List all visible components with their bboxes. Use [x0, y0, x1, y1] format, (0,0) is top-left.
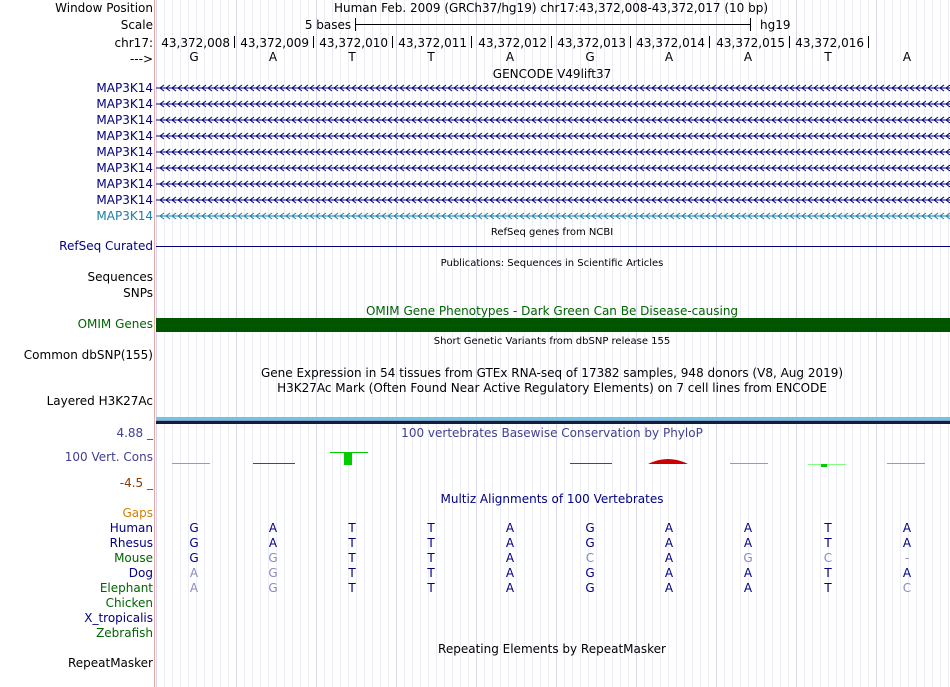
- species-label[interactable]: Chicken: [105, 596, 153, 610]
- repeatmasker-label[interactable]: RepeatMasker: [67, 656, 153, 670]
- alignment-base: A: [902, 566, 912, 580]
- gaps-label[interactable]: Gaps: [122, 506, 153, 520]
- alignment-base: A: [664, 521, 674, 535]
- alignment-base: T: [427, 521, 435, 535]
- ruler-coordinate: 43,372,014: [636, 36, 705, 50]
- alignment-base: T: [824, 536, 832, 550]
- alignment-base: T: [348, 581, 356, 595]
- alignment-base: T: [824, 521, 832, 535]
- alignment-base: G: [189, 551, 199, 565]
- gene-label-map3k14[interactable]: MAP3K14: [96, 129, 153, 143]
- scale-bar-right-cap: [750, 18, 751, 31]
- reference-base: A: [505, 50, 515, 64]
- scale-bar: [355, 24, 751, 25]
- gene-transcript-line[interactable]: [156, 195, 950, 205]
- gene-transcript-line[interactable]: [156, 163, 950, 173]
- scale-bar-text: 5 bases: [304, 18, 352, 32]
- alignment-base: T: [427, 536, 435, 550]
- ruler-tick: [709, 36, 710, 48]
- gene-label-map3k14[interactable]: MAP3K14: [96, 145, 153, 159]
- cons-max-label: 4.88 _: [116, 426, 153, 440]
- gencode-track-title: GENCODE V49lift37: [492, 67, 612, 81]
- phylop-bar-9-mark: [821, 464, 827, 467]
- alignment-base: C: [823, 551, 833, 565]
- gene-transcript-line[interactable]: [156, 115, 950, 125]
- reference-base: T: [348, 50, 356, 64]
- strand-label: --->: [129, 52, 153, 66]
- reference-base: A: [743, 50, 753, 64]
- scale-assembly-text: hg19: [760, 18, 791, 32]
- scale-bar-left-cap: [355, 18, 356, 31]
- phylop-bar-10: [887, 463, 925, 464]
- alignment-base: G: [189, 521, 199, 535]
- multiz-track-title: Multiz Alignments of 100 Vertebrates: [440, 492, 664, 506]
- alignment-base: A: [505, 581, 515, 595]
- gene-transcript-line[interactable]: [156, 99, 950, 109]
- omim-gene-bar[interactable]: [156, 318, 950, 332]
- gene-label-map3k14[interactable]: MAP3K14: [96, 97, 153, 111]
- alignment-base: G: [268, 566, 278, 580]
- species-label[interactable]: Rhesus: [109, 536, 153, 550]
- phylop-bar-8: [730, 463, 768, 464]
- dbsnp-label[interactable]: Common dbSNP(155): [23, 348, 153, 362]
- alignment-base: A: [505, 521, 515, 535]
- alignment-base: A: [268, 536, 278, 550]
- dbsnp-track-title: Short Genetic Variants from dbSNP release 155: [433, 336, 671, 347]
- h3k27ac-label[interactable]: Layered H3K27Ac: [46, 394, 153, 408]
- alignment-base: A: [505, 551, 515, 565]
- species-label[interactable]: Human: [109, 521, 153, 535]
- phylop-bar-6: [570, 463, 612, 464]
- alignment-base: T: [824, 566, 832, 580]
- species-label[interactable]: Zebrafish: [96, 626, 153, 640]
- alignment-base: A: [743, 521, 753, 535]
- alignment-base: G: [743, 551, 753, 565]
- alignment-base: A: [743, 566, 753, 580]
- sequences-label[interactable]: Sequences: [87, 270, 153, 284]
- refseq-label[interactable]: RefSeq Curated: [59, 239, 153, 253]
- phylop-bar-7: [648, 459, 688, 464]
- label-separator: [154, 0, 155, 687]
- reference-base: A: [902, 50, 912, 64]
- alignment-base: G: [585, 581, 595, 595]
- ruler-coordinate: 43,372,012: [478, 36, 547, 50]
- alignment-base: T: [348, 551, 356, 565]
- species-label[interactable]: Elephant: [99, 581, 153, 595]
- scale-label: Scale: [120, 18, 153, 32]
- alignment-base: G: [585, 566, 595, 580]
- refseq-gene-line[interactable]: [156, 246, 950, 247]
- reference-base: G: [189, 50, 199, 64]
- repeatmasker-track-title: Repeating Elements by RepeatMasker: [438, 642, 666, 656]
- alignment-base: T: [427, 566, 435, 580]
- ruler-tick: [471, 36, 472, 48]
- gene-transcript-line[interactable]: [156, 83, 950, 93]
- h3k27ac-track-title: H3K27Ac Mark (Often Found Near Active Regulatory Elements) on 7 cell lines from ENCODE: [277, 381, 827, 395]
- ruler-tick: [789, 36, 790, 48]
- reference-base: G: [585, 50, 595, 64]
- gtex-track-title: Gene Expression in 54 tissues from GTEx RNA-seq of 17382 samples, 948 donors (V8, Aug 2019): [260, 366, 844, 380]
- reference-base: T: [824, 50, 832, 64]
- ruler-coordinate: 43,372,013: [557, 36, 626, 50]
- alignment-base: A: [664, 566, 674, 580]
- alignment-base: A: [189, 566, 199, 580]
- window-position-label: Window Position: [55, 1, 153, 15]
- alignment-base: G: [189, 536, 199, 550]
- ruler-coordinate: 43,372,015: [716, 36, 785, 50]
- reference-base: A: [664, 50, 674, 64]
- gene-label-map3k14[interactable]: MAP3K14: [96, 209, 153, 223]
- phylop-bar-1: [172, 463, 210, 464]
- ruler-coordinate: 43,372,011: [398, 36, 467, 50]
- omim-label[interactable]: OMIM Genes: [77, 317, 153, 331]
- alignment-base: T: [427, 551, 435, 565]
- alignment-base: T: [824, 581, 832, 595]
- alignment-base: -: [904, 551, 910, 565]
- snps-label[interactable]: SNPs: [123, 286, 153, 300]
- ruler-tick: [234, 36, 235, 48]
- ruler-coordinate: 43,372,010: [319, 36, 388, 50]
- cons-min-label: -4.5 _: [119, 476, 153, 490]
- alignment-base: A: [505, 536, 515, 550]
- alignment-base: A: [902, 521, 912, 535]
- gene-label-map3k14[interactable]: MAP3K14: [96, 193, 153, 207]
- alignment-base: G: [268, 551, 278, 565]
- reference-base: A: [268, 50, 278, 64]
- species-label[interactable]: X_tropicalis: [84, 611, 153, 625]
- reference-base: T: [427, 50, 435, 64]
- phylop-bar-3-stem: [344, 452, 352, 465]
- chrom-label: chr17:: [114, 36, 153, 50]
- alignment-base: A: [743, 536, 753, 550]
- phylop-bar-2: [253, 463, 295, 464]
- alignment-base: A: [664, 536, 674, 550]
- gene-transcript-line[interactable]: [156, 131, 950, 141]
- phylop-track-title: 100 vertebrates Basewise Conservation by PhyloP: [401, 426, 703, 440]
- ruler-tick: [551, 36, 552, 48]
- gene-label-map3k14[interactable]: MAP3K14: [96, 177, 153, 191]
- alignment-base: T: [427, 581, 435, 595]
- alignment-base: C: [585, 551, 595, 565]
- ruler-coordinate: 43,372,008: [161, 36, 230, 50]
- gene-label-map3k14[interactable]: MAP3K14: [96, 161, 153, 175]
- ruler-coordinate: 43,372,009: [240, 36, 309, 50]
- ruler-coordinate: 43,372,016: [795, 36, 864, 50]
- alignment-base: G: [268, 581, 278, 595]
- species-label[interactable]: Dog: [128, 566, 153, 580]
- alignment-base: C: [902, 581, 912, 595]
- alignment-base: G: [585, 521, 595, 535]
- alignment-base: A: [505, 566, 515, 580]
- alignment-base: A: [743, 581, 753, 595]
- alignment-base: T: [348, 536, 356, 550]
- gene-transcript-line[interactable]: [156, 147, 950, 157]
- ruler-tick: [868, 36, 869, 48]
- publications-track-title: Publications: Sequences in Scientific Articles: [440, 258, 664, 269]
- ruler-tick: [630, 36, 631, 48]
- alignment-base: T: [348, 566, 356, 580]
- refseq-track-title: RefSeq genes from NCBI: [490, 227, 614, 238]
- assembly-position-title: Human Feb. 2009 (GRCh37/hg19) chr17:43,372,008-43,372,017 (10 bp): [333, 1, 769, 15]
- alignment-base: G: [585, 536, 595, 550]
- alignment-base: A: [664, 551, 674, 565]
- species-label[interactable]: Mouse: [114, 551, 153, 565]
- alignment-base: A: [268, 521, 278, 535]
- alignment-base: T: [348, 521, 356, 535]
- alignment-base: A: [189, 581, 199, 595]
- gene-transcript-line[interactable]: [156, 179, 950, 189]
- gene-label-map3k14[interactable]: MAP3K14: [96, 81, 153, 95]
- phylop-conservation-plot[interactable]: [156, 440, 950, 480]
- ruler-tick: [392, 36, 393, 48]
- gene-transcript-line[interactable]: [156, 211, 950, 221]
- omim-track-title: OMIM Gene Phenotypes - Dark Green Can Be Disease-causing: [365, 304, 739, 318]
- alignment-base: A: [902, 536, 912, 550]
- cons-track-label[interactable]: 100 Vert. Cons: [64, 450, 153, 464]
- h3k27ac-signal-band[interactable]: [156, 417, 950, 424]
- alignment-base: A: [664, 581, 674, 595]
- ruler-tick: [313, 36, 314, 48]
- gene-label-map3k14[interactable]: MAP3K14: [96, 113, 153, 127]
